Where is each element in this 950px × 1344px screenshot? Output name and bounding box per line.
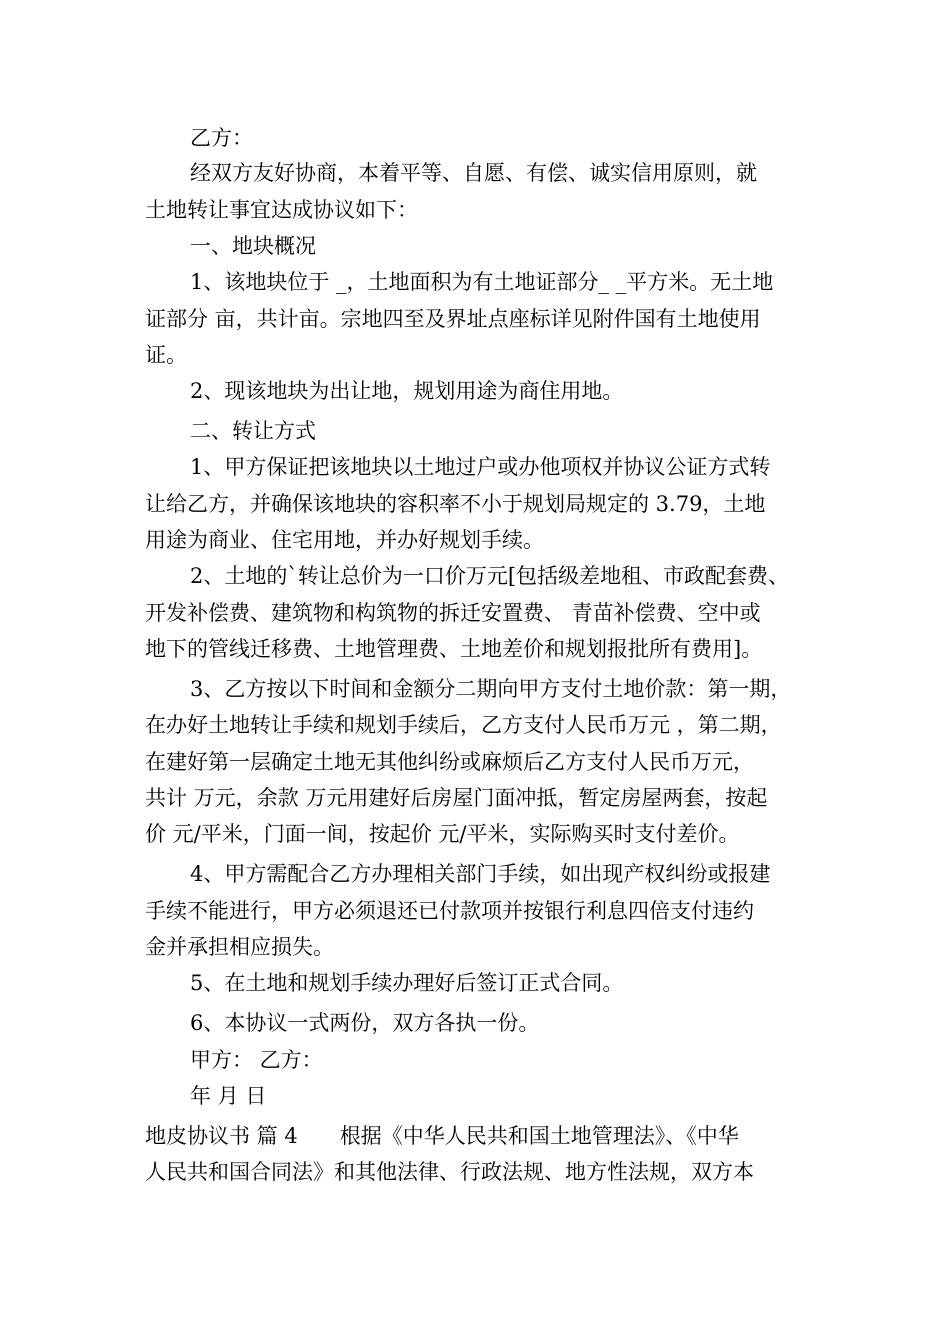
text-line: 手续不能进行，甲方必须退还已付款项并按银行利息四倍支付违约 [145,899,754,923]
text-line: 2、现该地块为出让地，规划用途为商住用地。 [190,379,624,403]
text-line: 1、甲方保证把该地块以土地过户或办他项权并协议公证方式转 [190,455,771,479]
text-line: 3、乙方按以下时间和金额分二期向甲方支付土地价款：第一期， [190,677,792,701]
text-line: 金并承担相应损失。 [145,935,334,959]
text-line: 1、该地块位于 _，土地面积为有土地证部分_ _平方米。无土地 [190,270,774,294]
section-first-row [145,1119,739,1153]
text-line: 乙方： [190,126,253,150]
text-line: 用途为商业、住宅用地，并办好规划手续。 [145,528,544,552]
text-line: 共计 万元，余款 万元用建好后房屋门面冲抵，暂定房屋两套，按起 [145,786,768,810]
text-line: 证部分 亩，共计亩。宗地四至及界址点座标详见附件国有土地使用 [145,307,761,331]
text-line: 在办好土地转让手续和规划手续后，乙方支付人民币万元 ，第二期， [145,713,782,737]
text-line: 证。 [145,343,187,367]
date-line: 年 月 日 [190,1084,267,1108]
signature-line: 甲方： 乙方： [190,1048,323,1072]
text-line: 土地转让事宜达成协议如下： [145,198,418,222]
text-line: 价 元/平米，门面一间，按起价 元/平米，实际购买时支付差价。 [145,822,740,846]
section-title: 地皮协议书 篇 4 [145,1124,298,1148]
heading-line: 一、地块概况 [190,234,316,258]
text-line: 6、本协议一式两份，双方各执一份。 [190,1011,540,1035]
section-second-line: 人民共和国合同法》和其他法律、行政法规、地方性法规，双方本 [145,1160,754,1184]
text-line: 开发补偿费、建筑物和构筑物的拆迁安置费、 青苗补偿费、空中或 [145,601,761,625]
text-line: 5、在土地和规划手续办理好后签订正式合同。 [190,971,624,995]
text-line: 地下的管线迁移费、土地管理费、土地差价和规划报批所有费用]。 [145,637,763,661]
heading-line: 二、转让方式 [190,419,316,443]
text-line: 让给乙方，并确保该地块的容积率不小于规划局规定的 3.79，土地 [145,492,766,516]
text-line: 4、甲方需配合乙方办理相关部门手续，如出现产权纠纷或报建 [190,862,771,886]
section-first-line: 根据《中华人民共和国土地管理法》、《中华 [339,1124,739,1148]
text-line: 在建好第一层确定土地无其他纠纷或麻烦后乙方支付人民币万元， [145,750,754,774]
text-line: 经双方友好协商，本着平等、自愿、有偿、诚实信用原则，就 [190,161,757,185]
text-line: 2、土地的`转让总价为一口价万元[包括级差地租、市政配套费、 [190,564,790,588]
